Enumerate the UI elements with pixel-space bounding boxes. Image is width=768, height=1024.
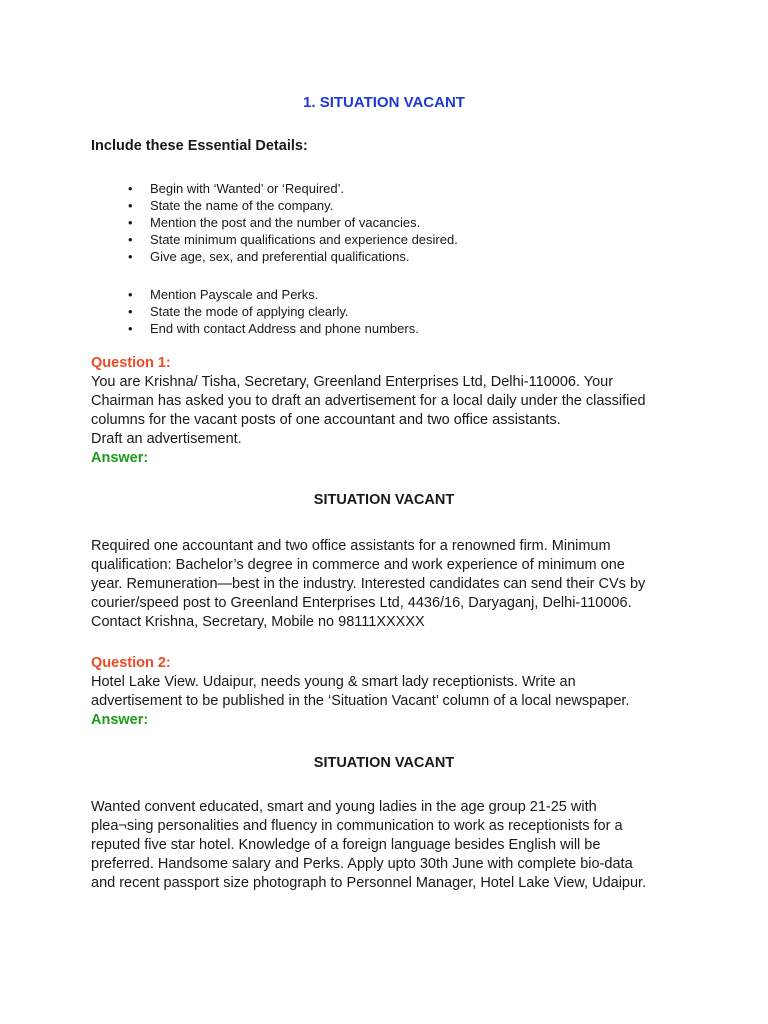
list-item: • End with contact Address and phone numbers.	[150, 320, 419, 337]
question-1	[91, 354, 691, 468]
essentials-list-1	[150, 180, 458, 265]
question-1-label: Question 1:	[91, 355, 171, 371]
section-heading: 1. SITUATION VACANT	[303, 94, 465, 111]
answer-2-line: plea¬sing personalities and fluency in communication to work as receptionists for a	[91, 818, 623, 834]
answer-1-line: courier/speed post to Greenland Enterprises Ltd, 4436/16, Daryaganj, Delhi-110006.	[91, 595, 632, 611]
list-item: • Give age, sex, and preferential qualifications.	[150, 248, 458, 265]
answer-1-line: Required one accountant and two office assistants for a renowned firm. Minimum	[91, 538, 611, 554]
answer-2-line: preferred. Handsome salary and Perks. Apply upto 30th June with complete bio-data	[91, 856, 633, 872]
question-2-line: Hotel Lake View. Udaipur, needs young & smart lady receptionists. Write an	[91, 674, 576, 690]
answer-2-line: reputed five star hotel. Knowledge of a foreign language besides English will be	[91, 837, 601, 853]
list-item: • Mention Payscale and Perks.	[150, 286, 419, 303]
answer-1-label: Answer:	[91, 450, 149, 466]
essentials-list-2	[150, 286, 419, 337]
answer-1-body	[91, 537, 691, 632]
list-item: • Mention the post and the number of vacancies.	[150, 214, 458, 231]
question-2	[91, 654, 691, 730]
list-item: • Begin with ‘Wanted’ or ‘Required’.	[150, 180, 458, 197]
answer-1-line: year. Remuneration—best in the industry. Interested candidates can send their CVs by	[91, 576, 646, 592]
answer-1-line: Contact Krishna, Secretary, Mobile no 98111XXXXX	[91, 614, 425, 630]
question-1-line: You are Krishna/ Tisha, Secretary, Greenland Enterprises Ltd, Delhi-110006. Your	[91, 374, 614, 390]
answer-1-line: qualification: Bachelor’s degree in commerce and work experience of minimum one	[91, 557, 625, 573]
answer-2-line: and recent passport size photograph to Personnel Manager, Hotel Lake View, Udaipur.	[91, 875, 647, 891]
answer-2-body	[91, 798, 691, 893]
list-item: • State the name of the company.	[150, 197, 458, 214]
question-2-label: Question 2:	[91, 655, 171, 671]
answer-2-title: SITUATION VACANT	[313, 755, 455, 771]
question-1-line: columns for the vacant posts of one accountant and two office assistants.	[91, 412, 561, 428]
answer-2-label: Answer:	[91, 712, 149, 728]
essentials-title: Include these Essential Details:	[91, 138, 308, 154]
list-item: • State the mode of applying clearly.	[150, 303, 419, 320]
question-1-line: Draft an advertisement.	[91, 431, 242, 447]
question-1-line: Chairman has asked you to draft an advertisement for a local daily under the classified	[91, 393, 646, 409]
question-2-line: advertisement to be published in the ‘Situation Vacant’ column of a local newspaper.	[91, 693, 630, 709]
answer-1-title: SITUATION VACANT	[313, 492, 455, 508]
list-item: • State minimum qualifications and experience desired.	[150, 231, 458, 248]
answer-2-line: Wanted convent educated, smart and young ladies in the age group 21-25 with	[91, 799, 597, 815]
